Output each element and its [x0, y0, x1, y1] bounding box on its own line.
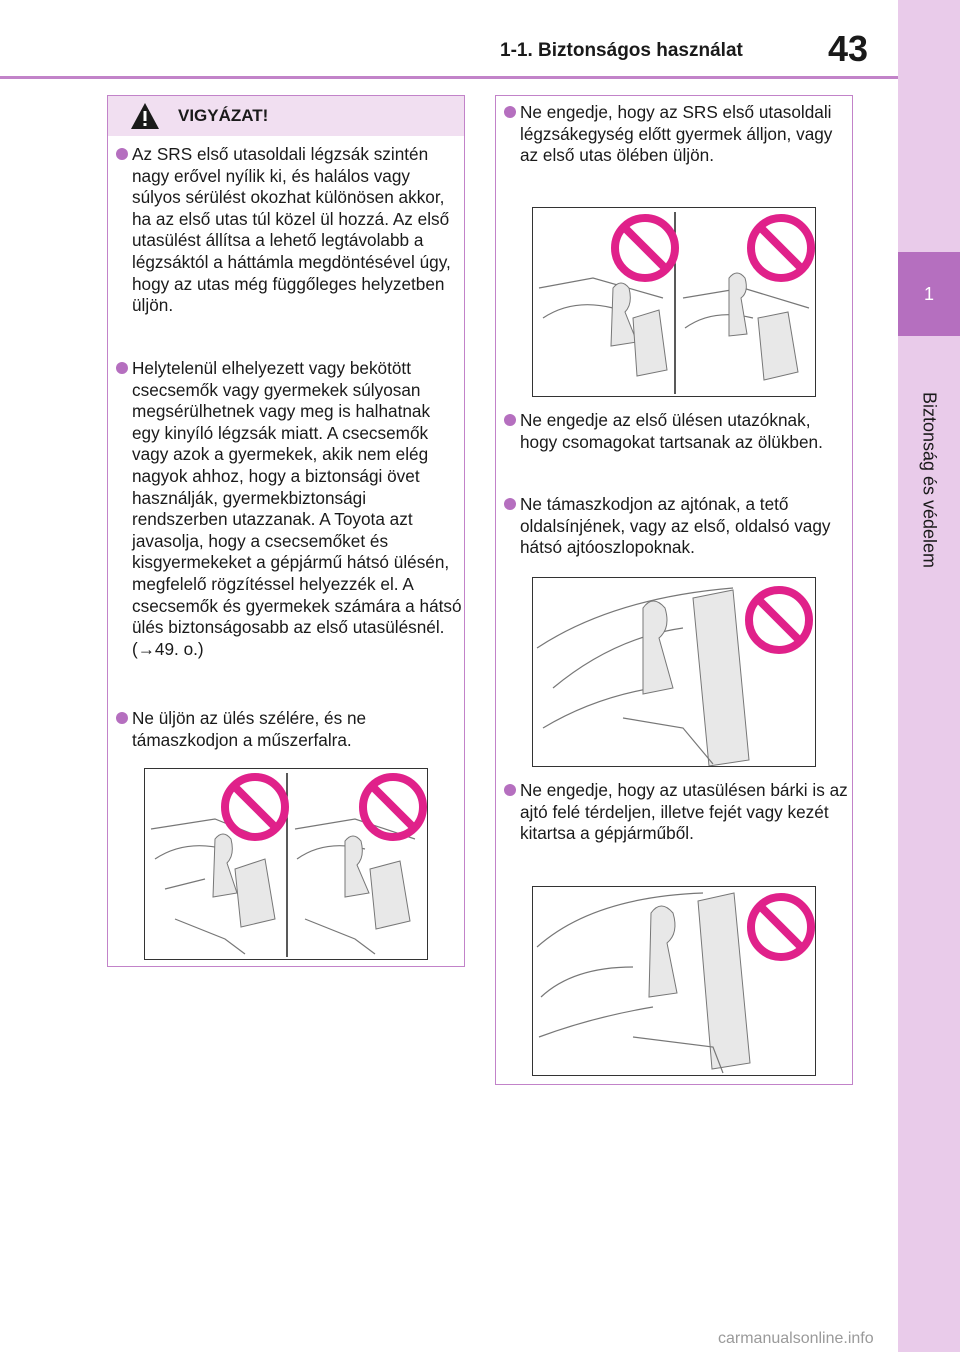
illustration-drawing: [533, 887, 816, 1076]
prohibition-icon: [749, 590, 809, 650]
bullet-icon: [116, 712, 128, 724]
bullet-icon: [504, 106, 516, 118]
page-number: 43: [828, 28, 869, 69]
list-item-text: Ne engedje, hogy az SRS első utasoldali légzsákegység előtt gyermek álljon, vagy az első utas ölében üljön.: [520, 102, 833, 166]
bullet-icon: [116, 362, 128, 374]
watermark: carmanualsonline.info: [718, 1330, 874, 1347]
warning-box-left: [107, 95, 465, 967]
bullet-icon: [504, 784, 516, 796]
list-item: [132, 144, 462, 317]
prohibition-icon: [363, 777, 423, 837]
list-item-text: Ne támaszkodjon az ajtónak, a tető oldalsínjének, vagy az első, oldalsó vagy hátsó ajtóoszlopoknak.: [520, 494, 831, 558]
list-item: [520, 780, 850, 845]
prohibition-icon: [615, 218, 675, 278]
warning-box-right: [495, 95, 853, 1085]
prohibition-icon: [751, 218, 811, 278]
side-tab-number: 1: [898, 252, 960, 336]
illustration-leaning-dashboard: [144, 768, 428, 960]
bullet-icon: [116, 148, 128, 160]
warning-triangle-icon: [130, 102, 160, 130]
illustration-child-front-seat: [532, 207, 816, 397]
header-title: 1-1. Biztonságos használat: [500, 40, 743, 61]
list-item-text: Ne engedje az első ülésen utazóknak, hogy csomagokat tartsanak az ölükben.: [520, 410, 823, 452]
list-item: [132, 708, 462, 751]
illustration-leaning-door: [532, 577, 816, 767]
list-item: [520, 494, 850, 559]
warning-title: VIGYÁZAT!: [178, 106, 269, 125]
prohibition-icon: [751, 897, 811, 957]
list-item-text: Ne engedje, hogy az utasülésen bárki is az ajtó felé térdeljen, illetve fejét vagy kezét kitartsa a gépjárműből.: [520, 780, 848, 844]
prohibition-icon: [225, 777, 285, 837]
warning-header: [108, 96, 464, 136]
list-item-text: Az SRS első utasoldali légzsák szintén nagy erővel nyílik ki, és halálos vagy súlyos sérülést okozhat különösen akkor, ha az első utas túl közel ül hozzá. Az első utasülést állítsa a lehető legtávolabb a légzsáktól a háttámla megdöntésével úgy, hogy az utas még függőleges helyzetben üljön.: [132, 144, 451, 316]
header-rule: [0, 76, 898, 79]
illustration-kneeling-door: [532, 886, 816, 1076]
list-item: [520, 410, 850, 453]
side-tab: [898, 0, 960, 1352]
bullet-icon: [504, 498, 516, 510]
illustration-drawing: [145, 769, 428, 960]
list-item-text: Ne üljön az ülés szélére, és ne támaszkodjon a műszerfalra.: [132, 708, 367, 750]
illustration-drawing: [533, 578, 816, 767]
list-item: [520, 102, 850, 167]
bullet-icon: [504, 414, 516, 426]
side-tab-label: Biztonság és védelem: [919, 391, 940, 569]
illustration-drawing: [533, 208, 816, 397]
list-item: [132, 358, 462, 660]
list-item-text: Helytelenül elhelyezett vagy bekötött csecsemők vagy gyermekek súlyosan megsérülhetnek vagy meg is halhatnak egy kinyíló légzsák miatt. A csecsemők vagy azok a gyermekek, akik nem elég nagyok ahhoz, hogy a biztonsági övet használják, gyermekbiztonsági rendszerben utazzanak. A Toyota azt javasolja, hogy a csecsemőket és kisgyermekeket a gépjármű hátsó ülésén, megfelelő rögzítéssel helyezzék el. A csecsemők és gyermekek számára a hátsó ülés biztonságosabb az első utasülésnél. (→49. o.): [132, 358, 462, 659]
